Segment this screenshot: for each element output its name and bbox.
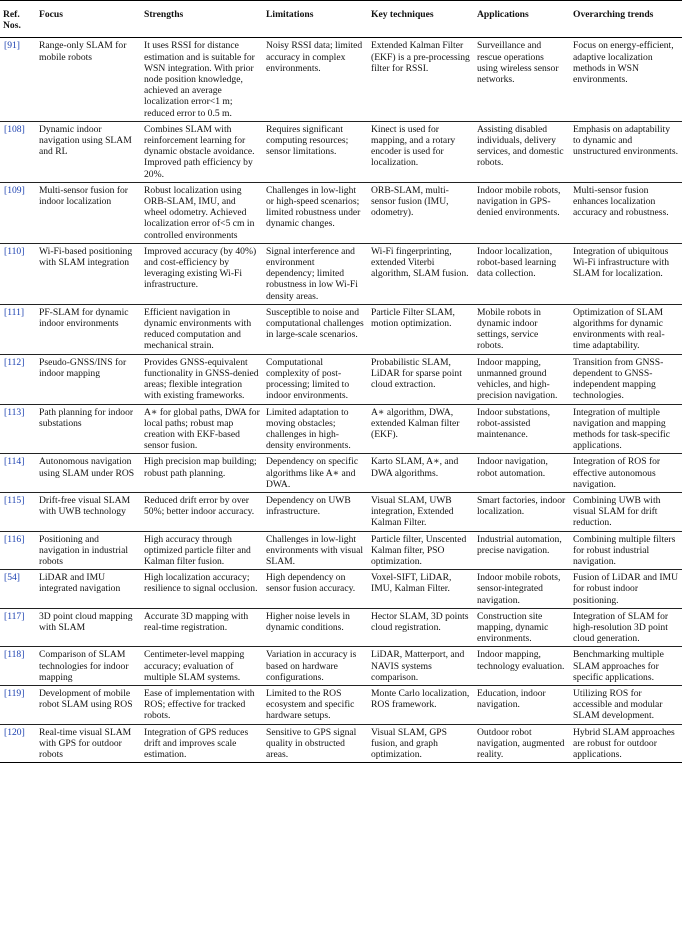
table-row: [0, 121, 682, 182]
cell-techniques: A∗ algorithm, DWA, extended Kalman filter (EKF).: [371, 406, 460, 440]
cell-trends: Integration of multiple navigation and mapping methods for task-specific applications.: [573, 406, 670, 452]
ref-link[interactable]: [112]: [4, 356, 25, 368]
ref-link[interactable]: [115]: [4, 494, 25, 506]
ref-link[interactable]: [108]: [4, 123, 25, 135]
cell-applications: Industrial automation, precise navigation.: [477, 533, 562, 556]
cell-limitations: Limited to the ROS ecosystem and specific hardware setups.: [266, 687, 355, 722]
cell-trends: Combining multiple filters for robust industrial navigation.: [573, 533, 676, 567]
ref-link[interactable]: [113]: [4, 406, 25, 418]
cell-limitations: Challenges in low-light environments with visual SLAM.: [266, 533, 363, 567]
cell-focus: PF-SLAM for dynamic indoor environments: [39, 306, 129, 330]
cell-focus: Dynamic indoor navigation using SLAM and RL: [39, 123, 132, 158]
ref-link[interactable]: [114]: [4, 456, 25, 468]
cell-applications: Indoor mobile robots, sensor-integrated navigation.: [477, 572, 561, 606]
ref-link[interactable]: [109]: [4, 184, 25, 196]
cell-techniques: Karto SLAM, A∗, and DWA algorithms.: [371, 456, 459, 479]
cell-applications: Smart factories, indoor localization.: [477, 494, 566, 518]
cell-trends: Hybrid SLAM approaches are robust for outdoor applications.: [573, 726, 675, 760]
cell-techniques: Visual SLAM, UWB integration, Extended Kalman Filter.: [371, 494, 454, 529]
cell-limitations: Higher noise levels in dynamic conditions.: [266, 610, 350, 633]
cell-trends: Combining UWB with visual SLAM for drift reduction.: [573, 494, 661, 529]
cell-strengths: High localization accuracy; resilience to signal occlusion.: [144, 572, 258, 595]
cell-trends: Emphasis on adaptability to dynamic and unstructured environments.: [573, 123, 678, 158]
cell-limitations: Susceptible to noise and computational challenges in large-scale scenarios.: [266, 306, 364, 341]
cell-focus: Pseudo-GNSS/INS for indoor mapping: [39, 356, 127, 379]
cell-focus: Positioning and navigation in industrial robots: [39, 533, 128, 567]
cell-focus: Autonomous navigation using SLAM under ROS: [39, 456, 135, 479]
cell-techniques: Extended Kalman Filter (EKF) is a pre-processing filter for RSSI.: [371, 40, 470, 74]
cell-strengths: Reduced drift error by over 50%; better indoor accuracy.: [144, 494, 255, 518]
table-row: [0, 354, 682, 404]
cell-limitations: Noisy RSSI data; limited accuracy in complex environments.: [266, 40, 363, 74]
cell-limitations: Limited adaptation to moving obstacles; challenges in high-density environments.: [266, 406, 351, 452]
ref-link[interactable]: [54]: [4, 572, 20, 584]
cell-focus: Wi-Fi-based positioning with SLAM integration: [39, 245, 133, 269]
table-row: [0, 608, 682, 647]
cell-focus: Path planning for indoor substations: [39, 406, 134, 429]
cell-techniques: Probabilistic SLAM, LiDAR for sparse point cloud extraction.: [371, 356, 462, 391]
cell-focus: Drift-free visual SLAM with UWB technology: [39, 494, 131, 518]
cell-trends: Focus on energy-efficient, adaptive localization methods in WSN environments.: [573, 40, 674, 86]
table-row: [0, 454, 682, 493]
table-row: [0, 531, 682, 570]
cell-limitations: Signal interference and environment dependency; limited robustness in low Wi-Fi density areas.: [266, 245, 358, 302]
ref-link[interactable]: [119]: [4, 687, 25, 699]
header-focus: Focus: [39, 9, 63, 20]
cell-strengths: Ease of implementation with ROS; effective for tracked robots.: [144, 687, 255, 722]
cell-focus: Real-time visual SLAM with GPS for outdoor robots: [39, 726, 132, 760]
ref-link[interactable]: [111]: [4, 306, 25, 318]
table-header: [0, 1, 682, 38]
cell-trends: Optimization of SLAM algorithms for dynamic environments with real-time adaptability.: [573, 306, 665, 352]
cell-limitations: Dependency on specific algorithms like A∗ and DWA.: [266, 456, 359, 490]
cell-trends: Fusion of LiDAR and IMU for robust indoor positioning.: [573, 572, 678, 606]
ref-link[interactable]: [120]: [4, 726, 25, 738]
table-row: [0, 685, 682, 724]
cell-limitations: Challenges in low-light or high-speed scenarios; limited robustness under dynamic changes.: [266, 184, 361, 230]
cell-limitations: Computational complexity of post-processing; limited to indoor environments.: [266, 356, 350, 402]
table-row: [0, 492, 682, 531]
cell-applications: Outdoor robot navigation, augmented reality.: [477, 726, 565, 760]
ref-link[interactable]: [110]: [4, 245, 25, 257]
cell-trends: Integration of SLAM for high-resolution 3D point cloud generation.: [573, 610, 669, 645]
cell-techniques: Voxel-SIFT, LiDAR, IMU, Kalman Filter.: [371, 572, 452, 595]
cell-focus: Range-only SLAM for mobile robots: [39, 40, 127, 63]
cell-strengths: It uses RSSI for distance estimation and is suitable for WSN integration. With prior node position knowledge, achieved an average localization error<1 m; reduced error to 0.5 m.: [144, 40, 255, 119]
cell-strengths: Efficient navigation in dynamic environments with reduced computation and mechanical strain.: [144, 306, 252, 352]
cell-techniques: LiDAR, Matterport, and NAVIS systems comparison.: [371, 649, 465, 683]
header-strengths: Strengths: [144, 9, 184, 20]
cell-techniques: Kinect is used for mapping, and a rotary encoder is used for localization.: [371, 123, 456, 169]
cell-applications: Indoor substations, robot-assisted maintenance.: [477, 406, 551, 440]
table-row: [0, 570, 682, 609]
cell-focus: Development of mobile robot SLAM using ROS: [39, 687, 133, 711]
table-row: [0, 243, 682, 304]
cell-trends: Transition from GNSS-dependent to GNSS-independent mapping technologies.: [573, 356, 664, 402]
cell-applications: Indoor mapping, technology evaluation.: [477, 649, 565, 672]
header-row: [0, 1, 682, 38]
table-row: [0, 38, 682, 121]
cell-trends: Benchmarking multiple SLAM approaches for specific applications.: [573, 649, 664, 683]
ref-link[interactable]: [117]: [4, 610, 25, 622]
cell-techniques: Visual SLAM, GPS fusion, and graph optimization.: [371, 726, 447, 760]
cell-techniques: Hector SLAM, 3D points cloud registration.: [371, 610, 469, 633]
cell-strengths: Accurate 3D mapping with real-time registration.: [144, 610, 249, 633]
cell-trends: Utilizing ROS for accessible and modular SLAM development.: [573, 687, 663, 722]
cell-applications: Assisting disabled individuals, delivery services, and domestic robots.: [477, 123, 564, 169]
ref-link[interactable]: [91]: [4, 40, 20, 52]
cell-limitations: Dependency on UWB infrastructure.: [266, 494, 351, 518]
cell-applications: Mobile robots in dynamic indoor settings, service robots.: [477, 306, 541, 352]
cell-techniques: Particle filter, Unscented Kalman filter, PSO optimization.: [371, 533, 467, 567]
cell-trends: Multi-sensor fusion enhances localization accuracy and robustness.: [573, 184, 669, 219]
cell-limitations: High dependency on sensor fusion accuracy.: [266, 572, 356, 595]
cell-focus: LiDAR and IMU integrated navigation: [39, 572, 121, 595]
cell-applications: Indoor mapping, unmanned ground vehicles, and high-precision navigation.: [477, 356, 558, 402]
ref-link[interactable]: [116]: [4, 533, 25, 545]
cell-strengths: A∗ for global paths, DWA for local paths; robust map creation with EKF-based sensor fusion.: [144, 406, 260, 452]
cell-techniques: Wi-Fi fingerprinting, extended Viterbi algorithm, SLAM fusion.: [371, 245, 469, 280]
cell-limitations: Sensitive to GPS signal quality in obstructed areas.: [266, 726, 357, 760]
header-limitations: Limitations: [266, 9, 314, 20]
header-trends: Overarching trends: [573, 9, 654, 20]
cell-techniques: Particle Filter SLAM, motion optimization.: [371, 306, 455, 330]
cell-strengths: Improved accuracy (by 40%) and cost-efficiency by leveraging existing Wi-Fi infrastructure.: [144, 245, 257, 291]
table-body: [0, 38, 682, 763]
cell-strengths: High precision map building; robust path planning.: [144, 456, 257, 479]
ref-link[interactable]: [118]: [4, 649, 25, 661]
cell-applications: Construction site mapping, dynamic environments.: [477, 610, 549, 645]
cell-strengths: Centimeter-level mapping accuracy; evaluation of multiple SLAM systems.: [144, 649, 245, 683]
header-ref: Ref. Nos.: [3, 9, 21, 32]
cell-strengths: Integration of GPS reduces drift and improves scale estimation.: [144, 726, 249, 760]
cell-limitations: Variation in accuracy is based on hardware configurations.: [266, 649, 357, 683]
cell-techniques: ORB-SLAM, multi-sensor fusion (IMU, odometry).: [371, 184, 449, 219]
cell-applications: Indoor mobile robots, navigation in GPS-denied environments.: [477, 184, 561, 219]
cell-applications: Indoor localization, robot-based learning data collection.: [477, 245, 557, 280]
cell-strengths: Combines SLAM with reinforcement learning for dynamic obstacle avoidance. Improved path efficiency by 20%.: [144, 123, 255, 180]
table-row: [0, 182, 682, 243]
cell-limitations: Requires significant computing resources; sensor limitations.: [266, 123, 349, 158]
cell-strengths: High accuracy through optimized particle filter and Kalman filter fusion.: [144, 533, 251, 567]
cell-focus: Multi-sensor fusion for indoor localization: [39, 184, 128, 208]
cell-trends: Integration of ubiquitous Wi-Fi infrastructure with SLAM for localization.: [573, 245, 670, 280]
cell-focus: Comparison of SLAM technologies for indoor mapping: [39, 649, 129, 683]
table-row: [0, 304, 682, 354]
cell-applications: Surveillance and rescue operations using wireless sensor networks.: [477, 40, 559, 86]
table-row: [0, 647, 682, 686]
header-techniques: Key techniques: [371, 9, 434, 20]
cell-trends: Integration of ROS for effective autonomous navigation.: [573, 456, 661, 490]
table-row: [0, 404, 682, 454]
cell-strengths: Provides GNSS-equivalent functionality in GNSS-denied areas; flexible integration with existing frameworks.: [144, 356, 259, 402]
header-applications: Applications: [477, 9, 529, 20]
cell-techniques: Monte Carlo localization, ROS framework.: [371, 687, 470, 711]
cell-applications: Education, indoor navigation.: [477, 687, 546, 711]
cell-strengths: Robust localization using ORB-SLAM, IMU, and wheel odometry. Achieved localization error of<5 cm in controlled environments: [144, 184, 255, 241]
cell-focus: 3D point cloud mapping with SLAM: [39, 610, 133, 633]
table-row: [0, 724, 682, 763]
cell-applications: Indoor navigation, robot automation.: [477, 456, 548, 479]
